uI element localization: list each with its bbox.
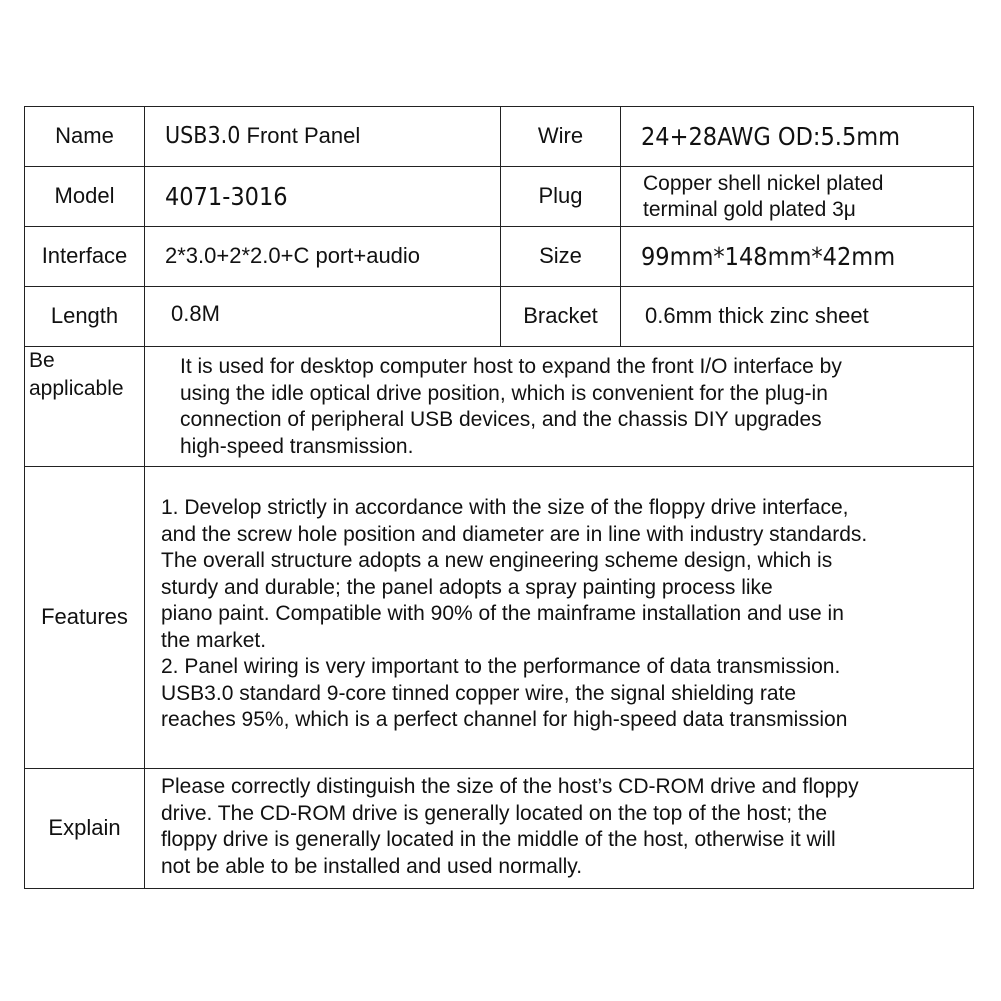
length-value [145, 287, 501, 347]
applicable-label-line2: applicable [29, 377, 124, 400]
plug-value [621, 167, 973, 227]
model-value [145, 167, 501, 227]
length-label [25, 287, 145, 347]
explain-label [25, 769, 145, 888]
name-value-suffix: Front Panel [240, 123, 361, 149]
explain-label-text: Explain [48, 815, 121, 841]
bracket-label-text: Bracket [523, 303, 598, 329]
bracket-label [501, 287, 621, 347]
interface-value [145, 227, 501, 287]
features-text-body: 1. Develop strictly in accordance with the size of the floppy drive interface, and the screw hole position and diameter are in line with industry standards. The overall structure adopts a new engineering scheme design, which is sturdy and durable; the panel adopts a spray painting process like piano paint. Compatible with 90% of the mainframe installation and use in the market. 2. Panel wiring is very important to the performance of data transmission. USB3.0 standard 9-core tinned copper wire, the signal shielding rate reaches 95%, which is a perfect channel for high-speed data transmission [161, 496, 868, 731]
length-label-text: Length [50, 303, 119, 329]
wire-label [501, 107, 621, 167]
explain-text-body: Please correctly distinguish the size of the host’s CD-ROM drive and floppy drive. The CD-ROM drive is generally located on the top of the host; the floppy drive is generally located in the middle of the host, otherwise it will not be able to be installed and used normally. [161, 775, 859, 878]
model-value-text: 4071-3016 [165, 181, 288, 211]
applicable-label-line1: Be [29, 349, 55, 372]
interface-label-text: Interface [41, 243, 128, 269]
spec-table [24, 106, 974, 889]
name-label-text: Name [55, 123, 114, 149]
bracket-value-text: 0.6mm thick zinc sheet [645, 303, 869, 329]
plug-value-line1: Copper shell nickel plated [643, 172, 884, 196]
length-value-text: 0.8M [171, 301, 220, 326]
plug-label [501, 167, 621, 227]
features-text [145, 467, 973, 769]
size-label [501, 227, 621, 287]
wire-value-text: 24+28AWG OD:5.5mm [641, 121, 901, 151]
interface-value-text: 2*3.0+2*2.0+C port+audio [165, 243, 421, 269]
interface-label [25, 227, 145, 287]
explain-text [145, 769, 973, 888]
name-label [25, 107, 145, 167]
wire-label-text: Wire [537, 123, 584, 149]
plug-label-text: Plug [538, 183, 583, 209]
applicable-text-body: It is used for desktop computer host to expand the front I/O interface by using the idle optical drive position, which is convenient for the plug-in connection of peripheral USB devices, and the chassis DIY upgrades high-speed transmission. [180, 355, 842, 458]
applicable-label [25, 347, 145, 467]
model-label-text: Model [54, 183, 115, 209]
plug-value-line2: terminal gold plated 3μ [643, 197, 856, 221]
features-label [25, 467, 145, 769]
name-value-prefix: USB3.0 [165, 122, 241, 149]
features-label-text: Features [41, 604, 128, 630]
bracket-value [621, 287, 973, 347]
name-value [145, 107, 501, 167]
model-label [25, 167, 145, 227]
applicable-text [145, 347, 973, 467]
size-label-text: Size [539, 243, 582, 269]
wire-value [621, 107, 973, 167]
size-value [621, 227, 973, 287]
size-value-text: 99mm*148mm*42mm [641, 241, 896, 271]
